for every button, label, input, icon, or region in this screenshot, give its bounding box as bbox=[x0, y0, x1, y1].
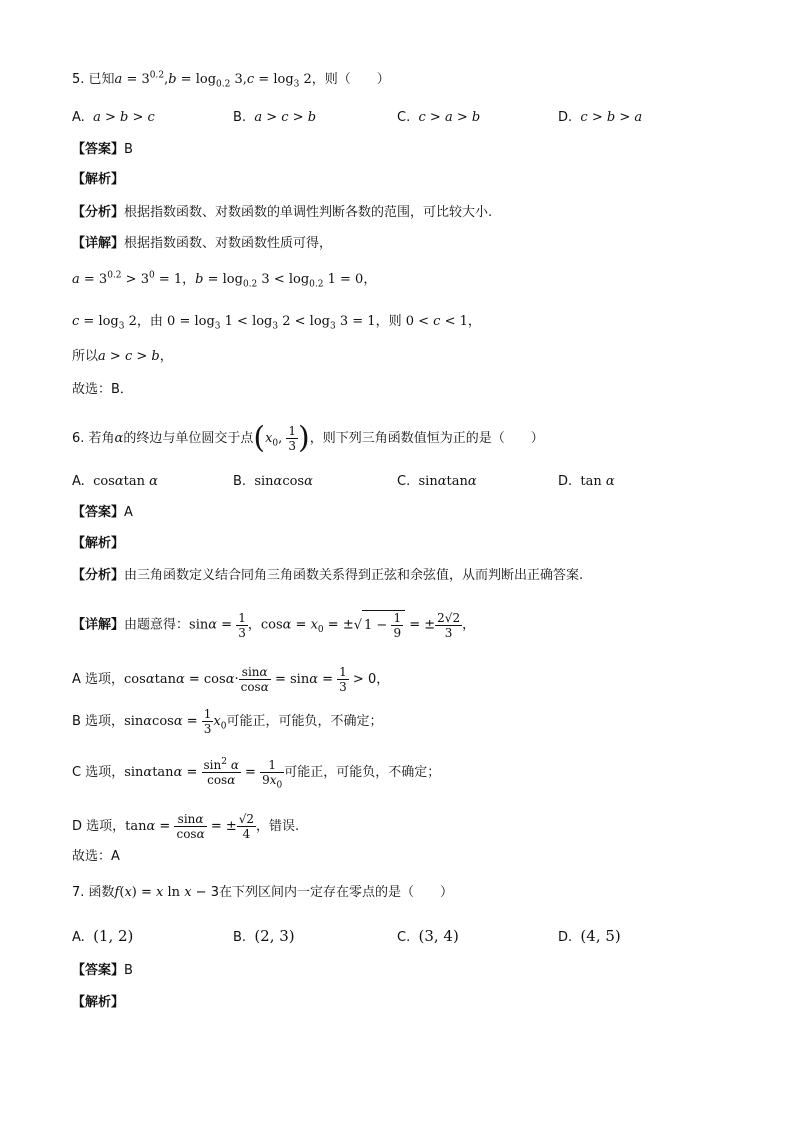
q5-analysis-heading: 【解析】 bbox=[72, 172, 125, 187]
q6-option-a: A. cosαtan α bbox=[72, 474, 158, 489]
q7-option-a: A. (1, 2) bbox=[72, 927, 134, 945]
q6-stem: 6. 若角α的终边与单位圆交于点($x_0$, $\frac{1}{3}$ )，则下列三角函数值恒为正的是（ ） bbox=[72, 420, 544, 456]
q5-conclusion: 所以a > c > b， bbox=[72, 349, 173, 364]
q5-step-2: $c = \log_3 2$，由 $0 = \log_3 1 < \log_3 2 < \log_3 3 = 1$，则 0 < c < 1， bbox=[72, 314, 481, 332]
q6-option-a-analysis: A 选项，cosαtanα = cosα· $\frac{\sin\alpha}{\cos\alpha}$ = sinα = $\frac{1}{3}$ > 0， bbox=[72, 665, 390, 694]
q6-option-d-analysis: D 选项，tanα = $\frac{\sin\alpha}{\cos\alpha}$ = ± $\frac{√2}{4}$ ，错误. bbox=[72, 812, 300, 841]
q7-analysis-heading: 【解析】 bbox=[72, 995, 125, 1010]
q6-option-b: B. sinαcosα bbox=[233, 474, 313, 489]
q6-option-b-analysis: B 选项，sinαcosα = $\frac{1}{3}$ $x_0$可能正，可能负，不确定； bbox=[72, 707, 383, 736]
q7-option-d: D. (4, 5) bbox=[558, 927, 621, 945]
q6-option-c-analysis: C 选项，sinαtanα = $\frac{\sin^2 \alpha}{\cos\alpha}$ = $\frac{1}{9x_0}$ 可能正，可能负，不确定； bbox=[72, 757, 441, 791]
q5-stem: 5. 已知$a = 3^{0.2},b = \log_{0.2} 3,c = \log_3 2$，则（ ） bbox=[72, 70, 390, 90]
q7-stem: 7. 函数f(x) = x ln x − 3在下列区间内一定存在零点的是（ ） bbox=[72, 885, 453, 900]
q7-option-b: B. (2, 3) bbox=[233, 927, 295, 945]
q5-option-b: B. a > c > b bbox=[233, 110, 317, 125]
q5-fenxi: 【分析】根据指数函数、对数函数的单调性判断各数的范围，可比较大小. bbox=[72, 205, 493, 220]
q5-option-d: D. c > b > a bbox=[558, 110, 643, 125]
q6-choice: 故选：A bbox=[72, 849, 120, 864]
q5-choice: 故选：B． bbox=[72, 382, 133, 397]
q6-xiangjie: 【详解】由题意得：sinα = $\frac{1}{3}$ ，$\cos\alpha = x_0$ = ±√ 1 − $\frac{1}{9}$ = ± $\frac{2√2}{3}$ ， bbox=[72, 610, 476, 640]
q5-step-1: $a = 3^{0.2} > 3^0 = 1$，$b = \log_{0.2} 3 < \log_{0.2} 1 = 0$， bbox=[72, 270, 377, 290]
q7-answer: 【答案】B bbox=[72, 963, 133, 978]
q5-option-c: C. c > a > b bbox=[397, 110, 481, 125]
q6-option-c: C. sinαtanα bbox=[397, 474, 477, 489]
q6-analysis-heading: 【解析】 bbox=[72, 536, 125, 551]
q6-option-d: D. tan α bbox=[558, 474, 615, 489]
q6-answer: 【答案】A bbox=[72, 505, 133, 520]
q6-fenxi: 【分析】由三角函数定义结合同角三角函数关系得到正弦和余弦值，从而判断出正确答案. bbox=[72, 568, 584, 583]
q5-option-a: A. a > b > c bbox=[72, 110, 155, 125]
q5-answer: 【答案】B bbox=[72, 142, 133, 157]
q5-xiangjie: 【详解】根据指数函数、对数函数性质可得， bbox=[72, 236, 333, 251]
q7-option-c: C. (3, 4) bbox=[397, 927, 459, 945]
